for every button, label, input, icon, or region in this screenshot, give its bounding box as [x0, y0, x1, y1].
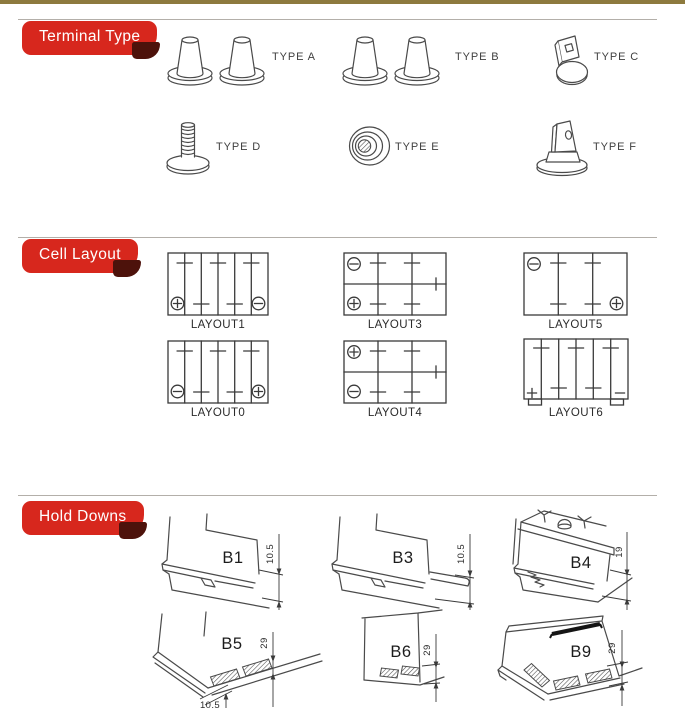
cell-layout-title: Cell Layout: [39, 246, 121, 263]
b6-height-dim: 29: [422, 644, 433, 656]
hold-down-b9-label: B9: [570, 643, 592, 661]
terminal-type-c-label: TYPE C: [594, 51, 640, 63]
hold-down-b5-label: B5: [221, 635, 243, 653]
terminal-type-title: Terminal Type: [39, 28, 141, 45]
b3-height-dim: 10.5: [456, 543, 467, 565]
terminal-type-b-illustration: [341, 30, 445, 88]
hold-down-b3-illustration: [327, 512, 482, 612]
cell-layout3-label: LAYOUT3: [367, 319, 423, 331]
cell-layout-section-ribbon: [22, 239, 138, 273]
hold-down-b1-label: B1: [222, 549, 244, 567]
terminal-type-a-label: TYPE A: [272, 51, 316, 63]
b1-height-dim: 10.5: [265, 543, 276, 565]
terminal-type-e-label: TYPE E: [395, 141, 440, 153]
hold-down-b4-label: B4: [570, 554, 592, 572]
hold-down-b3-label: B3: [392, 549, 414, 567]
hold-down-b5-illustration: [148, 612, 328, 712]
cell-layout3-diagram: [343, 252, 447, 316]
hold-downs-section-ribbon: [22, 501, 144, 535]
cell-layout6-label: LAYOUT6: [548, 407, 604, 419]
terminal-type-f-illustration: [534, 117, 590, 177]
cell-layout5-label: LAYOUT5: [548, 319, 603, 331]
b4-height-dim: 19: [614, 546, 625, 558]
cell-layout1-label: LAYOUT1: [190, 319, 246, 331]
section-divider: [18, 495, 657, 496]
section-divider: [18, 237, 657, 238]
b5-base-dim: 10.5: [199, 700, 221, 711]
cell-layout1-diagram: [167, 252, 269, 316]
cell-layout4-diagram: [343, 340, 447, 404]
terminal-type-a-illustration: [166, 30, 270, 88]
b5-height-dim: 29: [259, 637, 270, 649]
hold-down-b6-illustration: [354, 610, 449, 707]
b9-height-dim: 29: [607, 642, 618, 654]
page-top-border: [0, 0, 685, 4]
cell-layout0-label: LAYOUT0: [190, 407, 246, 419]
cell-layout5-diagram: [523, 252, 628, 316]
terminal-type-f-label: TYPE F: [593, 141, 637, 153]
terminal-type-b-label: TYPE B: [455, 51, 500, 63]
hold-down-b1-illustration: [157, 512, 292, 612]
section-divider: [18, 19, 657, 20]
hold-down-b6-label: B6: [390, 643, 412, 661]
terminal-type-d-label: TYPE D: [216, 141, 262, 153]
cell-layout0-diagram: [167, 340, 269, 404]
hold-down-b4-illustration: [494, 506, 654, 612]
terminal-type-e-illustration: [347, 123, 393, 169]
terminal-type-section-ribbon: [22, 21, 157, 55]
hold-downs-title: Hold Downs: [39, 508, 127, 525]
terminal-type-d-illustration: [164, 118, 212, 176]
hold-down-b9-illustration: [452, 606, 647, 710]
terminal-type-c-illustration: [547, 32, 593, 88]
cell-layout6-diagram: [523, 338, 629, 408]
cell-layout4-label: LAYOUT4: [367, 407, 423, 419]
